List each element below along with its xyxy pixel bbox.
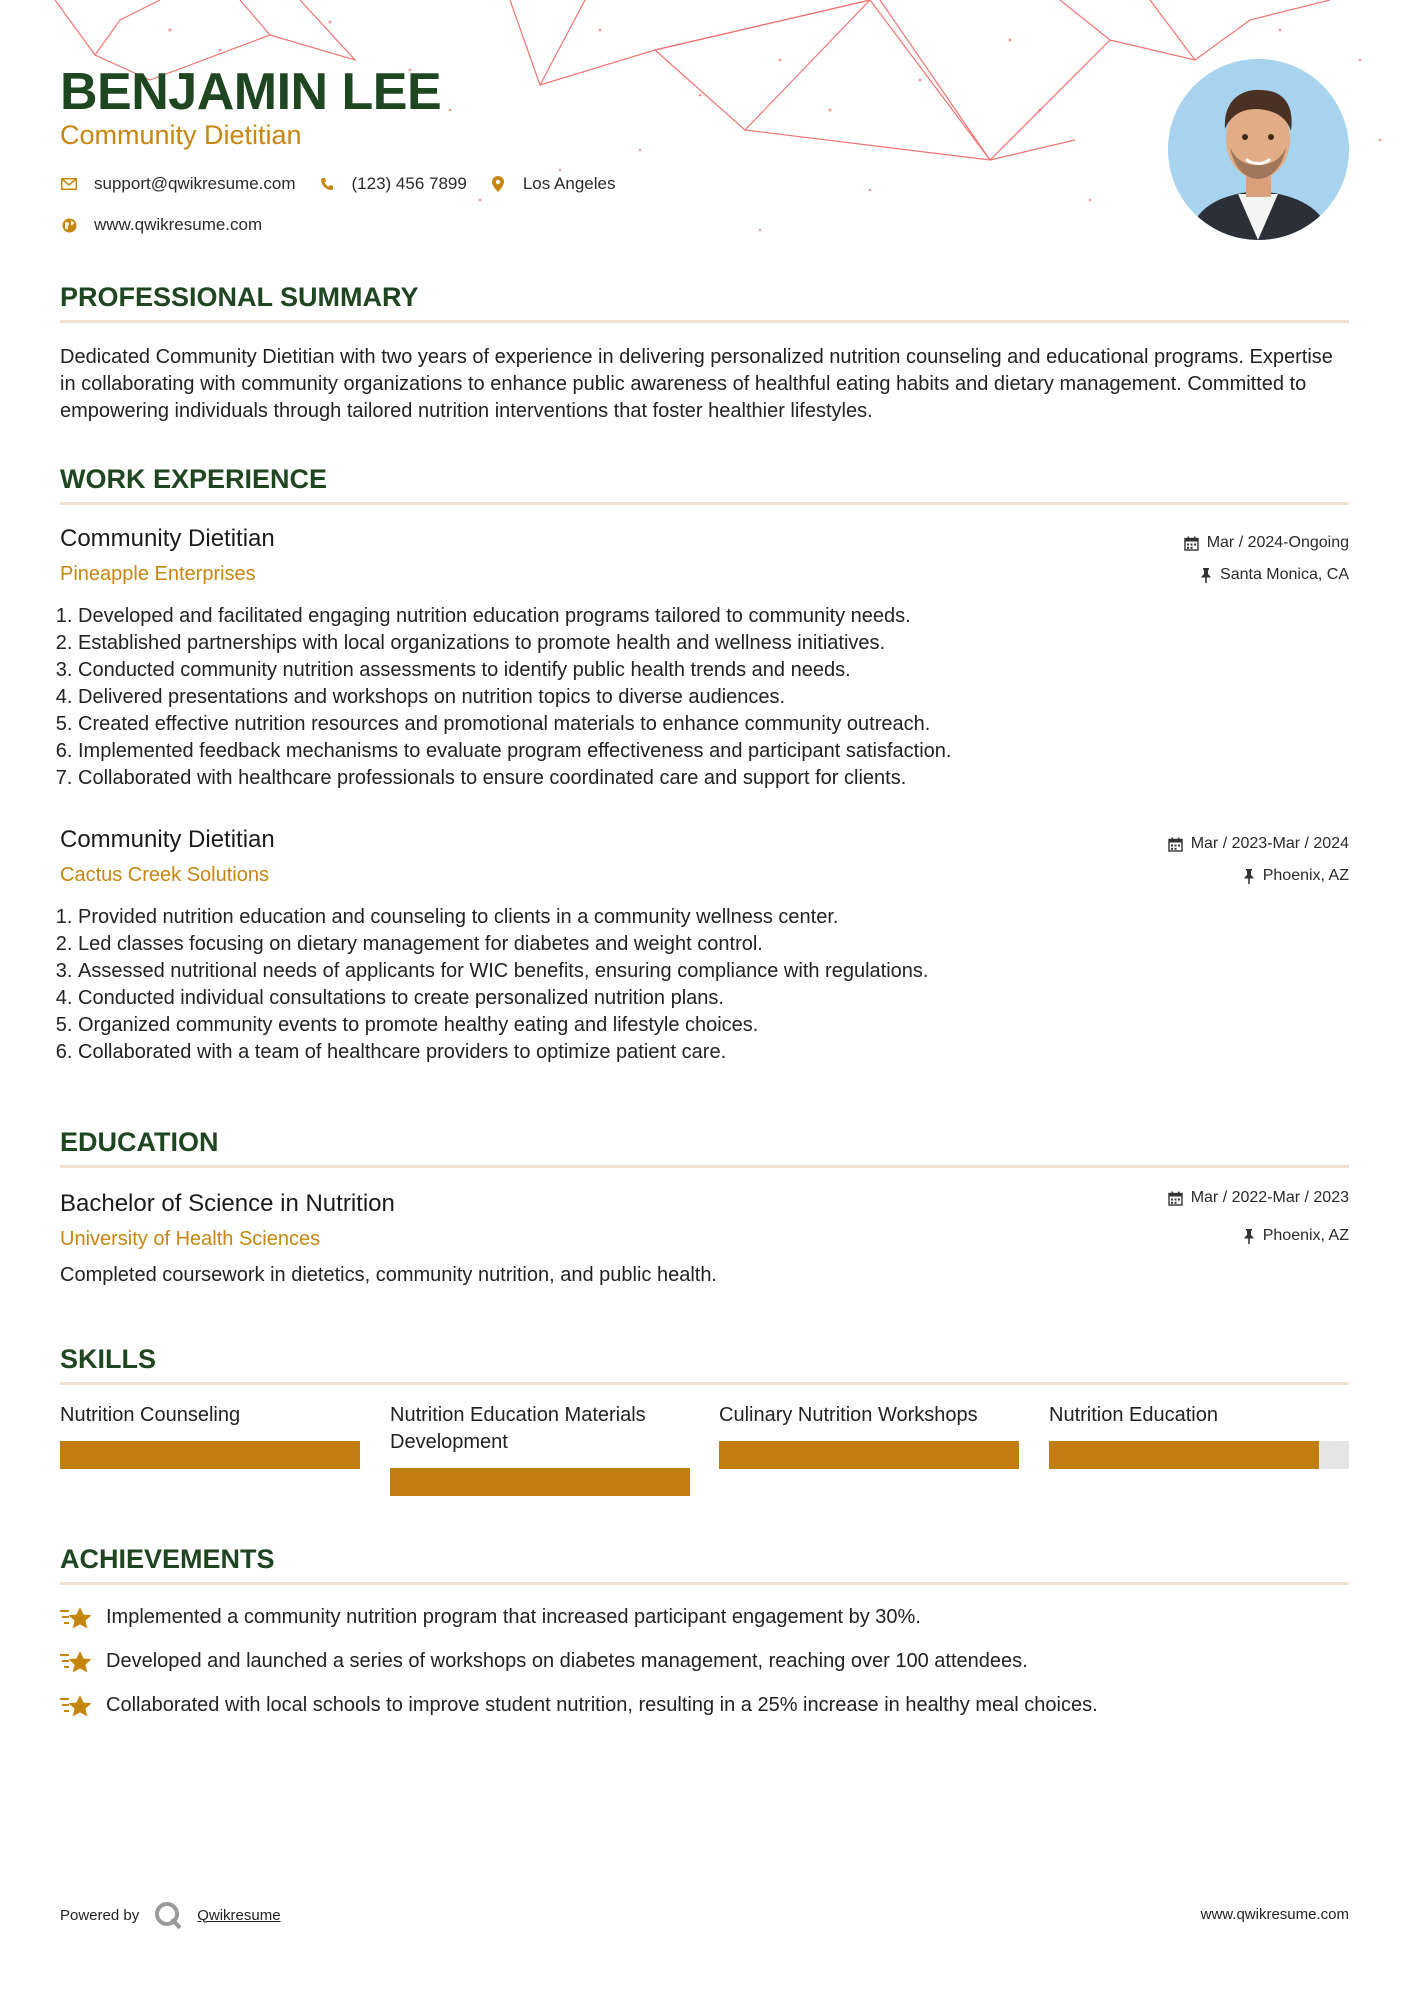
skill-label: Nutrition Education Materials Development [390, 1404, 646, 1453]
achievement-text: Implemented a community nutrition program that increased participant engagement by 30%. [106, 1606, 921, 1628]
footer-website[interactable]: www.qwikresume.com [1200, 1906, 1349, 1923]
job-dates-text: Mar / 2024-Ongoing [1206, 534, 1349, 551]
job-dates [1184, 532, 1349, 554]
star-badge-icon [60, 1693, 94, 1719]
education-dates [1168, 1187, 1349, 1209]
skill-bar-track [1049, 1441, 1349, 1469]
section-divider [60, 502, 1349, 505]
skill-bar-fill [1049, 1441, 1319, 1469]
education-degree: Bachelor of Science in Nutrition [60, 1190, 395, 1217]
calendar-icon [1184, 536, 1199, 551]
skill-label: Nutrition Education [1049, 1404, 1218, 1426]
skill-bar-track [390, 1468, 690, 1496]
job-location [1200, 564, 1349, 586]
push-pin-icon [1200, 568, 1212, 583]
job-location-text: Phoenix, AZ [1262, 867, 1349, 884]
job-location [1243, 865, 1349, 887]
map-pin-icon [489, 175, 507, 193]
job-duty: 6. Collaborated with a team of healthcare providers to optimize patient care. [78, 1039, 928, 1066]
job-duty: 1. Developed and facilitated engaging nutrition education programs tailored to community needs. [78, 603, 951, 630]
achievement-item [60, 1692, 1098, 1719]
achievement-text: Collaborated with local schools to improve student nutrition, resulting in a 25% increase in healthy meal choices. [106, 1694, 1098, 1716]
job-dates-text: Mar / 2023-Mar / 2024 [1190, 835, 1349, 852]
profile-photo [1168, 59, 1349, 240]
section-divider [60, 320, 1349, 323]
skill-item [1049, 1402, 1349, 1469]
contact-row-primary [60, 172, 615, 196]
push-pin-icon [1243, 1229, 1255, 1244]
contact-row-secondary [60, 213, 262, 237]
section-title-education: EDUCATION [60, 1127, 219, 1157]
skill-bar-fill [390, 1468, 690, 1496]
section-title-skills: SKILLS [60, 1344, 157, 1374]
job-duty: 2. Established partnerships with local organizations to promote health and wellness initiatives. [78, 630, 951, 657]
education-location-text: Phoenix, AZ [1262, 1227, 1349, 1244]
skill-bar-fill [60, 1441, 360, 1469]
candidate-title: Community Dietitian [60, 120, 302, 150]
star-badge-icon [60, 1649, 94, 1675]
push-pin-icon [1243, 869, 1255, 884]
calendar-icon [1168, 837, 1183, 852]
skill-item [390, 1402, 690, 1496]
skill-bar-track [60, 1441, 360, 1469]
job-duty: 2. Led classes focusing on dietary management for diabetes and weight control. [78, 931, 928, 958]
job-duty: 5. Organized community events to promote healthy eating and lifestyle choices. [78, 1012, 928, 1039]
job-duty: 3. Assessed nutritional needs of applicants for WIC benefits, ensuring compliance with regulations. [78, 958, 928, 985]
job-duty: 4. Conducted individual consultations to create personalized nutrition plans. [78, 985, 928, 1012]
qwikresume-logo-icon [153, 1900, 183, 1930]
job-duties-list [50, 603, 951, 792]
job-company: Pineapple Enterprises [60, 563, 256, 585]
section-title-experience: WORK EXPERIENCE [60, 464, 328, 494]
skill-item [719, 1402, 1019, 1469]
job-duties-list [50, 904, 928, 1066]
achievement-item [60, 1648, 1028, 1675]
skill-bar-track [719, 1441, 1019, 1469]
achievement-text: Developed and launched a series of workshops on diabetes management, reaching over 100 attendees. [106, 1650, 1028, 1672]
section-title-achievements: ACHIEVEMENTS [60, 1544, 275, 1574]
envelope-icon [60, 175, 78, 193]
footer-powered-by [60, 1900, 281, 1930]
job-duty: 1. Provided nutrition education and counseling to clients in a community wellness center. [78, 904, 928, 931]
education-description: Completed coursework in dietetics, community nutrition, and public health. [60, 1264, 717, 1286]
section-divider [60, 1382, 1349, 1385]
summary-text: Dedicated Community Dietitian with two years of experience in delivering personalized nutrition counseling and educational programs. Expertise in collaborating with community organizations to enhance public awareness of healthful eating habits and dietary management. Committed to empowering individuals through tailored nutrition interventions that foster healthier lifestyles. [60, 346, 1333, 422]
contact-email[interactable]: support@qwikresume.com [94, 174, 296, 193]
section-title-summary: PROFESSIONAL SUMMARY [60, 282, 419, 312]
education-dates-text: Mar / 2022-Mar / 2023 [1190, 1189, 1349, 1206]
globe-icon [60, 216, 78, 234]
job-duty: 5. Created effective nutrition resources and promotional materials to enhance community outreach. [78, 711, 951, 738]
contact-phone[interactable]: (123) 456 7899 [351, 174, 467, 193]
contact-location: Los Angeles [522, 174, 616, 193]
section-divider [60, 1165, 1349, 1168]
skill-item [60, 1402, 360, 1469]
job-duty: 6. Implemented feedback mechanisms to evaluate program effectiveness and participant satisfaction. [78, 738, 951, 765]
education-location [1243, 1225, 1349, 1247]
powered-by-label: Powered by [60, 1906, 140, 1924]
skill-bar-fill [719, 1441, 1019, 1469]
achievement-item [60, 1604, 921, 1631]
skill-label: Culinary Nutrition Workshops [719, 1404, 978, 1426]
job-role: Community Dietitian [60, 826, 275, 853]
job-duty: 4. Delivered presentations and workshops on nutrition topics to diverse audiences. [78, 684, 951, 711]
job-dates [1168, 833, 1349, 855]
job-duty: 3. Conducted community nutrition assessments to identify public health trends and needs. [78, 657, 951, 684]
education-school: University of Health Sciences [60, 1228, 321, 1250]
job-location-text: Santa Monica, CA [1220, 566, 1349, 583]
footer-brand-link[interactable]: Qwikresume [197, 1906, 281, 1924]
phone-icon [318, 175, 336, 193]
job-duty: 7. Collaborated with healthcare professionals to ensure coordinated care and support for clients. [78, 765, 951, 792]
contact-website[interactable]: www.qwikresume.com [94, 215, 263, 234]
star-badge-icon [60, 1605, 94, 1631]
calendar-icon [1168, 1191, 1183, 1206]
job-company: Cactus Creek Solutions [60, 864, 269, 886]
job-role: Community Dietitian [60, 525, 275, 552]
candidate-name: BENJAMIN LEE [60, 63, 442, 121]
section-divider [60, 1582, 1349, 1585]
skill-label: Nutrition Counseling [60, 1404, 241, 1426]
